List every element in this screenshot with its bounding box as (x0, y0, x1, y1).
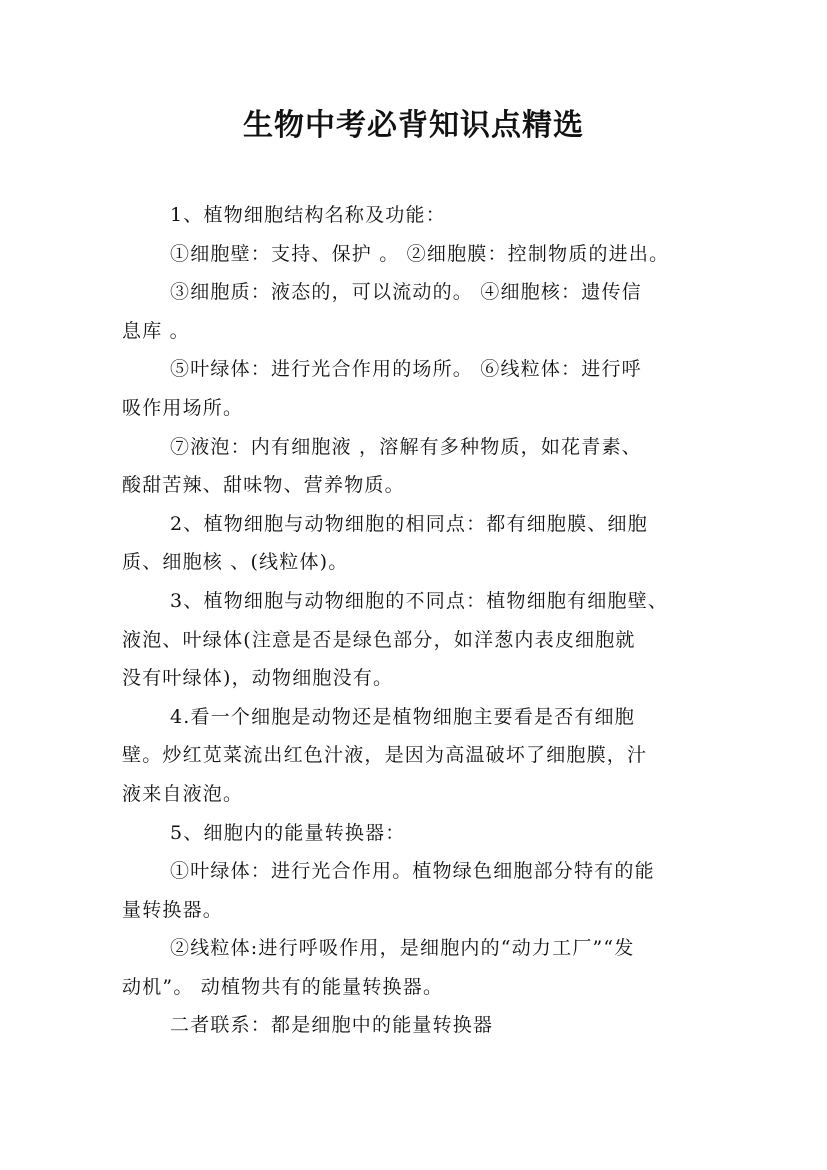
text-line: 质、细胞核 、(线粒体)。 (122, 551, 349, 574)
text-line: 没有叶绿体)，动物细胞没有。 (122, 667, 394, 690)
text-line: 4.看一个细胞是动物还是植物细胞主要看是否有细胞 (170, 705, 635, 728)
text-line: ⑦液泡：内有细胞液 ，溶解有多种物质，如花青素、 (170, 435, 642, 458)
text-line: 酸甜苦辣、甜味物、营养物质。 (122, 474, 405, 497)
text-line: 量转换器。 (122, 898, 224, 921)
text-line: 息库 。 (122, 319, 190, 342)
page-title: 生物中考必背知识点精选 (243, 108, 584, 143)
text-line: 1、植物细胞结构名称及功能： (170, 204, 446, 226)
text-line: 吸作用场所。 (122, 396, 244, 419)
text-line: 动机”。 动植物共有的能量转换器。 (122, 975, 444, 998)
text-line: ①细胞壁：支持、保护 。 ②细胞膜：控制物质的进出。 (170, 242, 670, 265)
text-line: ③细胞质：液态的，可以流动的。 ④细胞核：遗传信 (170, 281, 642, 304)
text-line: 2、植物细胞与动物细胞的相同点：都有细胞膜、细胞 (170, 512, 648, 535)
text-line: 壁。炒红苋菜流出红色汁液，是因为高温破坏了细胞膜，汁 (122, 744, 648, 767)
text-line: ⑤叶绿体：进行光合作用的场所。 ⑥线粒体：进行呼 (170, 358, 642, 381)
text-line: 3、植物细胞与动物细胞的不同点：植物细胞有细胞壁、 (170, 589, 669, 612)
text-line: 二者联系：都是细胞中的能量转换器 (170, 1014, 494, 1037)
document-body (122, 196, 712, 1045)
text-line: 液泡、叶绿体(注意是否是绿色部分，如洋葱内表皮细胞就 (122, 628, 636, 651)
text-line: 5、细胞内的能量转换器： (170, 821, 406, 844)
text-line: ①叶绿体：进行光合作用。植物绿色细胞部分特有的能 (170, 860, 655, 883)
text-line: ②线粒体:进行呼吸作用，是细胞内的“动力工厂”“发 (170, 937, 635, 960)
text-line: 液来自液泡。 (122, 782, 244, 805)
